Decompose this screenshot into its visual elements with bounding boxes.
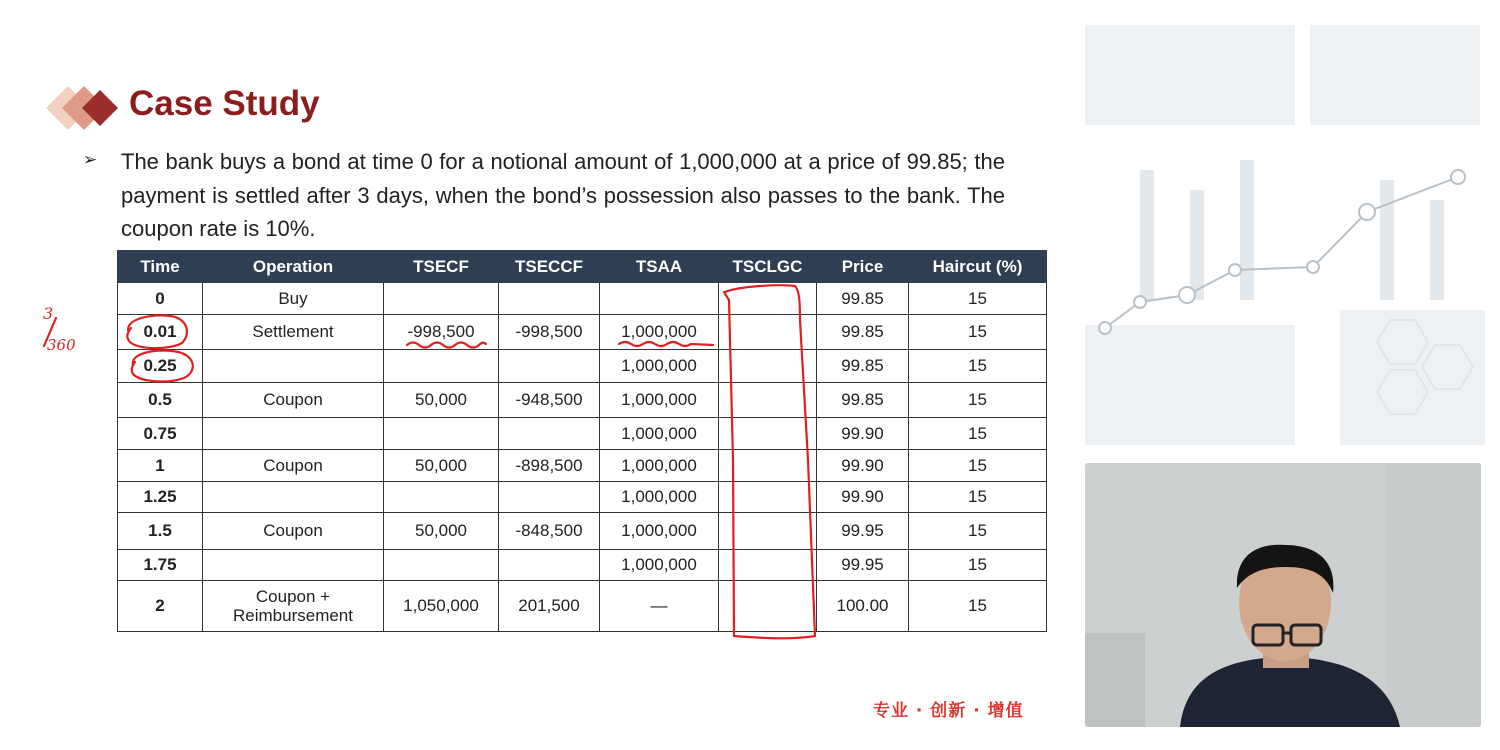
cell-price: 99.85 <box>817 383 909 418</box>
table-row <box>118 550 1047 581</box>
cell-price: 99.90 <box>817 418 909 450</box>
cell-haircut: 15 <box>909 450 1047 482</box>
cell-time: 0.25 <box>118 350 203 383</box>
cell-time: 1 <box>118 450 203 482</box>
cell-price: 99.95 <box>817 513 909 550</box>
cell-tseccf: -848,500 <box>499 513 600 550</box>
cell-tseccf: 201,500 <box>499 581 600 632</box>
cell-operation <box>203 350 384 383</box>
cell-haircut: 15 <box>909 315 1047 350</box>
cell-haircut: 15 <box>909 482 1047 513</box>
cell-tsaa: 1,000,000 <box>600 482 719 513</box>
table-row <box>118 350 1047 383</box>
cell-haircut: 15 <box>909 513 1047 550</box>
cell-tsecf <box>384 283 499 315</box>
cell-operation: Settlement <box>203 315 384 350</box>
cell-price: 99.95 <box>817 550 909 581</box>
cell-tsaa: 1,000,000 <box>600 418 719 450</box>
cell-price: 99.90 <box>817 482 909 513</box>
cell-tseccf: -898,500 <box>499 450 600 482</box>
instructor-video <box>1085 463 1481 727</box>
cell-time: 1.5 <box>118 513 203 550</box>
header-tsaa: TSAA <box>600 251 719 283</box>
table-row <box>118 482 1047 513</box>
cell-time: 1.25 <box>118 482 203 513</box>
cell-operation: Coupon <box>203 450 384 482</box>
cell-price: 99.85 <box>817 315 909 350</box>
cell-tsclgc <box>719 482 817 513</box>
cell-tseccf <box>499 283 600 315</box>
cell-tsecf <box>384 482 499 513</box>
cell-tsclgc <box>719 283 817 315</box>
header-tseccf: TSECCF <box>499 251 600 283</box>
header-price: Price <box>817 251 909 283</box>
cell-tseccf: -948,500 <box>499 383 600 418</box>
cell-tsecf <box>384 350 499 383</box>
cell-tsecf <box>384 418 499 450</box>
cell-haircut: 15 <box>909 383 1047 418</box>
cell-tseccf <box>499 550 600 581</box>
annotation-fraction-top: 3 <box>43 304 54 323</box>
cell-operation: Buy <box>203 283 384 315</box>
cell-time: 0.75 <box>118 418 203 450</box>
cell-tsecf: 50,000 <box>384 383 499 418</box>
cell-haircut: 15 <box>909 283 1047 315</box>
cell-time: 0 <box>118 283 203 315</box>
bullet-arrow-icon: ➢ <box>83 150 98 169</box>
cell-tsaa: 1,000,000 <box>600 350 719 383</box>
cell-tsecf: 50,000 <box>384 513 499 550</box>
cell-tsclgc <box>719 513 817 550</box>
table-row <box>118 383 1047 418</box>
table-header-row <box>118 251 1047 283</box>
cell-tsclgc <box>719 550 817 581</box>
cell-tsclgc <box>719 418 817 450</box>
cell-haircut: 15 <box>909 550 1047 581</box>
table-row <box>118 513 1047 550</box>
cell-tsaa: 1,000,000 <box>600 513 719 550</box>
cell-tsecf: 1,050,000 <box>384 581 499 632</box>
cell-tsclgc <box>719 350 817 383</box>
cell-tseccf <box>499 418 600 450</box>
cell-operation: Coupon <box>203 513 384 550</box>
cell-tseccf <box>499 482 600 513</box>
background-infographic <box>1080 20 1490 450</box>
cell-time: 0.01 <box>118 315 203 350</box>
cell-tsclgc <box>719 315 817 350</box>
case-description: The bank buys a bond at time 0 for a notional amount of 1,000,000 at a price of 99.85; the payment is settled after 3 days, when the bond’s possession also passes to the bank. The coupon rate is 10%. <box>121 149 1005 241</box>
cell-tsclgc <box>719 383 817 418</box>
cell-tsclgc <box>719 450 817 482</box>
cell-haircut: 15 <box>909 350 1047 383</box>
title-diamond-icon <box>46 84 124 132</box>
table-row <box>118 418 1047 450</box>
cell-haircut: 15 <box>909 418 1047 450</box>
header-tsecf: TSECF <box>384 251 499 283</box>
cell-tsaa <box>600 283 719 315</box>
cell-tsecf: -998,500 <box>384 315 499 350</box>
cell-tsecf <box>384 550 499 581</box>
slide-title: Case Study <box>129 84 320 123</box>
cell-tsecf: 50,000 <box>384 450 499 482</box>
cell-tsaa: — <box>600 581 719 632</box>
cell-price: 99.90 <box>817 450 909 482</box>
table-row <box>118 315 1047 350</box>
table-row <box>118 450 1047 482</box>
cell-operation <box>203 550 384 581</box>
header-haircut: Haircut (%) <box>909 251 1047 283</box>
cell-tseccf <box>499 350 600 383</box>
table-row <box>118 283 1047 315</box>
operation-line-1: Coupon + <box>255 587 331 606</box>
cell-haircut: 15 <box>909 581 1047 632</box>
header-operation: Operation <box>203 251 384 283</box>
cell-time: 0.5 <box>118 383 203 418</box>
header-time: Time <box>118 251 203 283</box>
annotation-fraction-bar <box>44 318 56 346</box>
cell-time: 1.75 <box>118 550 203 581</box>
cell-operation: Coupon <box>203 383 384 418</box>
annotation-fraction-bottom: 360 <box>47 336 76 354</box>
instructor-figure <box>1085 463 1481 727</box>
cell-operation <box>203 581 384 632</box>
cell-operation <box>203 418 384 450</box>
cell-price: 99.85 <box>817 283 909 315</box>
cell-tsclgc <box>719 581 817 632</box>
cell-time: 2 <box>118 581 203 632</box>
cell-price: 100.00 <box>817 581 909 632</box>
cell-tsaa: 1,000,000 <box>600 315 719 350</box>
cell-tsaa: 1,000,000 <box>600 450 719 482</box>
operation-line-2: Reimbursement <box>233 606 353 625</box>
header-tsclgc: TSCLGC <box>719 251 817 283</box>
table-row <box>118 581 1047 632</box>
cell-tsaa: 1,000,000 <box>600 383 719 418</box>
cell-tseccf: -998,500 <box>499 315 600 350</box>
cell-tsaa: 1,000,000 <box>600 550 719 581</box>
footer-tagline: 专业 · 创新 · 增值 <box>873 701 1024 721</box>
cash-flow-table <box>117 250 1047 632</box>
cell-price: 99.85 <box>817 350 909 383</box>
cell-operation <box>203 482 384 513</box>
